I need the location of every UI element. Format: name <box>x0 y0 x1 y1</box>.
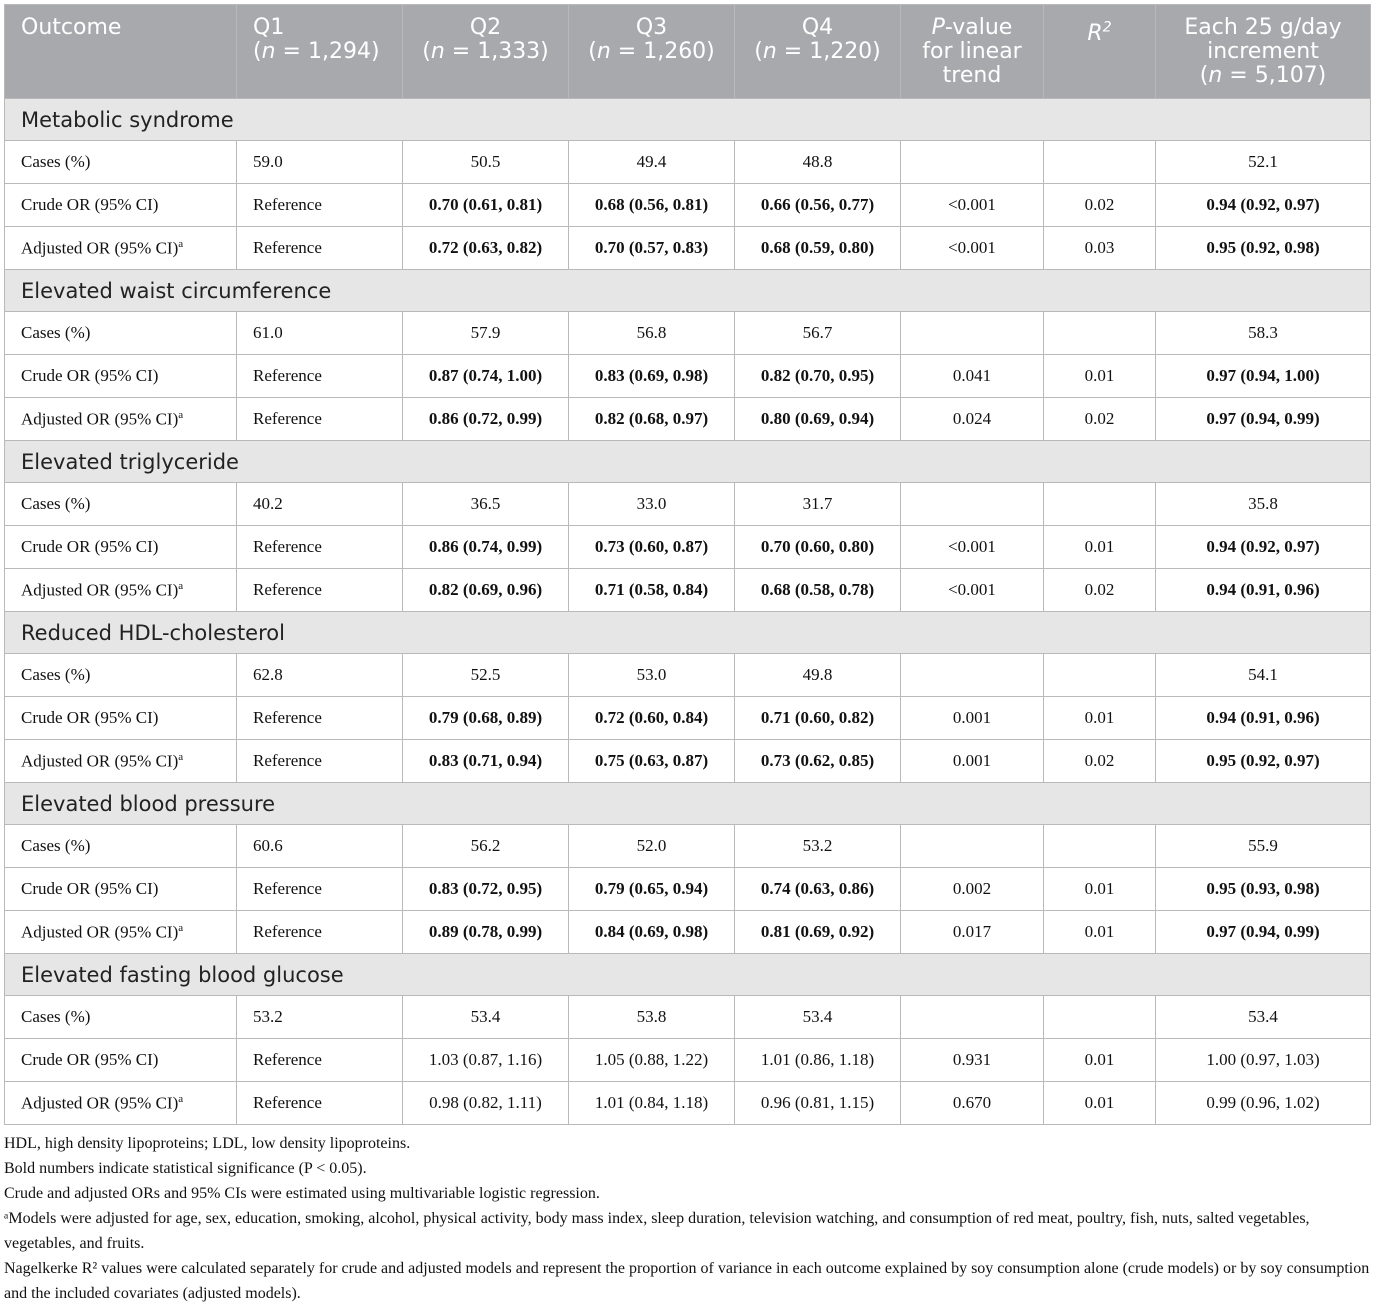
row-label-text: Crude OR (95% CI) <box>21 195 159 214</box>
header-q2-label: Q2 <box>469 15 502 40</box>
row-label <box>5 1082 237 1125</box>
cases-cell <box>1044 996 1156 1039</box>
footnote-method: Crude and adjusted ORs and 95% CIs were estimated using multivariable logistic regression. <box>4 1185 600 1202</box>
footnote-abbrev: HDL, high density lipoproteins; LDL, low density lipoproteins. <box>4 1135 411 1152</box>
cases-cell: 53.2 <box>735 825 901 868</box>
reference-cell: Reference <box>237 227 403 270</box>
or-cell: 0.71 (0.60, 0.82) <box>735 697 901 740</box>
row-label-text: Adjusted OR (95% CI) <box>21 409 179 429</box>
cases-cell: 33.0 <box>569 483 735 526</box>
cases-cell: 50.5 <box>403 141 569 184</box>
r2-cell: 0.01 <box>1044 526 1156 569</box>
footnote-marker: a <box>178 750 184 763</box>
adjusted-or-row <box>5 398 1371 441</box>
cases-cell <box>1044 312 1156 355</box>
p-value-cell: <0.001 <box>901 569 1044 612</box>
or-cell: 0.83 (0.72, 0.95) <box>403 868 569 911</box>
cases-cell <box>1044 654 1156 697</box>
cases-cell: 52.1 <box>1156 141 1371 184</box>
or-cell: 1.03 (0.87, 1.16) <box>403 1039 569 1082</box>
cases-cell <box>1044 825 1156 868</box>
footnote-bold: Bold numbers indicate statistical significance (P < 0.05). <box>4 1160 367 1177</box>
or-cell: 0.68 (0.58, 0.78) <box>735 569 901 612</box>
or-cell: 0.98 (0.82, 1.11) <box>403 1082 569 1125</box>
header-p-value <box>901 5 1044 99</box>
or-cell: 0.86 (0.72, 0.99) <box>403 398 569 441</box>
results-table-container <box>4 4 1370 1306</box>
footnote-marker: a <box>178 579 184 592</box>
cases-cell: 52.5 <box>403 654 569 697</box>
section-title: Elevated blood pressure <box>5 783 1371 825</box>
r2-cell: 0.02 <box>1044 184 1156 227</box>
or-cell: 0.89 (0.78, 0.99) <box>403 911 569 954</box>
cases-cell <box>901 996 1044 1039</box>
r2-cell: 0.01 <box>1044 355 1156 398</box>
or-cell: 0.75 (0.63, 0.87) <box>569 740 735 783</box>
or-cell: 0.70 (0.60, 0.80) <box>735 526 901 569</box>
cases-cell: 53.0 <box>569 654 735 697</box>
cases-cell: 56.7 <box>735 312 901 355</box>
reference-cell: Reference <box>237 697 403 740</box>
reference-cell: Reference <box>237 398 403 441</box>
row-label-text: Crude OR (95% CI) <box>21 366 159 385</box>
row-label <box>5 398 237 441</box>
cases-cell: 53.4 <box>403 996 569 1039</box>
p-value-cell: 0.670 <box>901 1082 1044 1125</box>
p-value-cell: 0.002 <box>901 868 1044 911</box>
header-q1-n: (n = 1,294) <box>253 39 380 64</box>
cases-cell: 56.2 <box>403 825 569 868</box>
cases-cell: 62.8 <box>237 654 403 697</box>
cases-cell <box>901 483 1044 526</box>
cases-cell <box>901 312 1044 355</box>
header-row <box>5 5 1371 99</box>
row-label: Cases (%) <box>5 483 237 526</box>
cases-row <box>5 483 1371 526</box>
r2-cell: 0.03 <box>1044 227 1156 270</box>
or-cell: 0.97 (0.94, 0.99) <box>1156 398 1371 441</box>
row-label <box>5 911 237 954</box>
r2-cell: 0.02 <box>1044 398 1156 441</box>
or-cell: 0.70 (0.57, 0.83) <box>569 227 735 270</box>
row-label <box>5 868 237 911</box>
or-cell: 0.95 (0.93, 0.98) <box>1156 868 1371 911</box>
r2-cell: 0.02 <box>1044 740 1156 783</box>
or-cell: 1.00 (0.97, 1.03) <box>1156 1039 1371 1082</box>
r2-cell: 0.01 <box>1044 1082 1156 1125</box>
header-r2 <box>1044 5 1156 99</box>
section-title: Elevated waist circumference <box>5 270 1371 312</box>
cases-cell: 56.8 <box>569 312 735 355</box>
or-cell: 0.83 (0.69, 0.98) <box>569 355 735 398</box>
footnote-adjustment: ᵃModels were adjusted for age, sex, education, smoking, alcohol, physical activity, body mass index, sleep duration, television watching, and consumption of red meat, poultry, fish, nuts, salted vegetables, vegetables, and fruits. <box>4 1210 1310 1252</box>
footnote-marker: a <box>178 921 184 934</box>
or-cell: 1.01 (0.86, 1.18) <box>735 1039 901 1082</box>
r2-cell: 0.02 <box>1044 569 1156 612</box>
header-p-line3: trend <box>942 63 1002 88</box>
row-label: Cases (%) <box>5 312 237 355</box>
or-cell: 0.74 (0.63, 0.86) <box>735 868 901 911</box>
cases-cell: 53.4 <box>1156 996 1371 1039</box>
header-inc-line2: increment <box>1207 39 1319 64</box>
cases-row <box>5 312 1371 355</box>
cases-cell: 53.8 <box>569 996 735 1039</box>
crude-or-row <box>5 526 1371 569</box>
row-label-text: Adjusted OR (95% CI) <box>21 580 179 600</box>
cases-row <box>5 654 1371 697</box>
cases-cell: 49.4 <box>569 141 735 184</box>
header-q2 <box>403 5 569 99</box>
section-row <box>5 612 1371 654</box>
row-label-text: Adjusted OR (95% CI) <box>21 1093 179 1113</box>
section-row <box>5 954 1371 996</box>
or-cell: 0.73 (0.60, 0.87) <box>569 526 735 569</box>
crude-or-row <box>5 184 1371 227</box>
reference-cell: Reference <box>237 740 403 783</box>
row-label: Cases (%) <box>5 825 237 868</box>
or-cell: 0.99 (0.96, 1.02) <box>1156 1082 1371 1125</box>
or-cell: 0.82 (0.68, 0.97) <box>569 398 735 441</box>
header-q2-n: (n = 1,333) <box>422 39 549 64</box>
r2-cell: 0.01 <box>1044 868 1156 911</box>
adjusted-or-row <box>5 740 1371 783</box>
crude-or-row <box>5 868 1371 911</box>
header-q1 <box>237 5 403 99</box>
reference-cell: Reference <box>237 911 403 954</box>
table-footnotes <box>4 1131 1370 1306</box>
header-q3-n: (n = 1,260) <box>588 39 715 64</box>
or-cell: 0.72 (0.63, 0.82) <box>403 227 569 270</box>
reference-cell: Reference <box>237 184 403 227</box>
section-row <box>5 441 1371 483</box>
adjusted-or-row <box>5 1082 1371 1125</box>
or-cell: 0.94 (0.91, 0.96) <box>1156 697 1371 740</box>
cases-cell: 53.4 <box>735 996 901 1039</box>
cases-cell: 40.2 <box>237 483 403 526</box>
row-label-text: Adjusted OR (95% CI) <box>21 751 179 771</box>
header-q3-label: Q3 <box>635 15 668 40</box>
or-cell: 0.96 (0.81, 1.15) <box>735 1082 901 1125</box>
crude-or-row <box>5 355 1371 398</box>
p-value-cell: 0.001 <box>901 697 1044 740</box>
header-q1-label: Q1 <box>253 15 285 40</box>
row-label-text: Crude OR (95% CI) <box>21 708 159 727</box>
or-cell: 0.86 (0.74, 0.99) <box>403 526 569 569</box>
or-cell: 0.79 (0.68, 0.89) <box>403 697 569 740</box>
header-inc-line3: (n = 5,107) <box>1199 63 1327 88</box>
or-cell: 0.94 (0.92, 0.97) <box>1156 184 1371 227</box>
p-value-cell: 0.017 <box>901 911 1044 954</box>
row-label <box>5 740 237 783</box>
or-cell: 0.97 (0.94, 1.00) <box>1156 355 1371 398</box>
or-cell: 0.83 (0.71, 0.94) <box>403 740 569 783</box>
header-p-line2: for linear <box>922 39 1022 64</box>
r2-cell: 0.01 <box>1044 1039 1156 1082</box>
or-cell: 0.94 (0.91, 0.96) <box>1156 569 1371 612</box>
p-value-cell: <0.001 <box>901 227 1044 270</box>
cases-cell <box>1044 483 1156 526</box>
header-q4 <box>735 5 901 99</box>
cases-row <box>5 141 1371 184</box>
or-cell: 0.84 (0.69, 0.98) <box>569 911 735 954</box>
header-outcome: Outcome <box>5 5 237 99</box>
or-cell: 0.73 (0.62, 0.85) <box>735 740 901 783</box>
footnote-r2: Nagelkerke R² values were calculated separately for crude and adjusted models and represent the proportion of variance in each outcome explained by soy consumption alone (crude models) or by soy consumption and the included covariates (adjusted models). <box>4 1260 1370 1302</box>
section-title: Reduced HDL-cholesterol <box>5 612 1371 654</box>
cases-cell: 49.8 <box>735 654 901 697</box>
results-table <box>4 4 1371 1125</box>
cases-cell <box>901 654 1044 697</box>
section-row <box>5 270 1371 312</box>
cases-row <box>5 996 1371 1039</box>
section-title: Metabolic syndrome <box>5 99 1371 141</box>
row-label: Cases (%) <box>5 141 237 184</box>
p-value-cell: 0.931 <box>901 1039 1044 1082</box>
cases-cell: 60.6 <box>237 825 403 868</box>
footnote-marker: a <box>178 408 184 421</box>
row-label-text: Crude OR (95% CI) <box>21 1050 159 1069</box>
header-p-line1: P-value <box>931 15 1013 40</box>
cases-cell: 58.3 <box>1156 312 1371 355</box>
reference-cell: Reference <box>237 868 403 911</box>
reference-cell: Reference <box>237 526 403 569</box>
or-cell: 0.82 (0.69, 0.96) <box>403 569 569 612</box>
p-value-cell: <0.001 <box>901 526 1044 569</box>
row-label-text: Crude OR (95% CI) <box>21 537 159 556</box>
row-label <box>5 569 237 612</box>
p-value-cell: 0.041 <box>901 355 1044 398</box>
cases-cell: 55.9 <box>1156 825 1371 868</box>
header-q4-label: Q4 <box>801 15 834 40</box>
or-cell: 0.66 (0.56, 0.77) <box>735 184 901 227</box>
cases-row <box>5 825 1371 868</box>
section-title: Elevated fasting blood glucose <box>5 954 1371 996</box>
adjusted-or-row <box>5 569 1371 612</box>
reference-cell: Reference <box>237 355 403 398</box>
cases-cell: 36.5 <box>403 483 569 526</box>
cases-cell: 61.0 <box>237 312 403 355</box>
p-value-cell: 0.001 <box>901 740 1044 783</box>
crude-or-row <box>5 697 1371 740</box>
row-label-text: Adjusted OR (95% CI) <box>21 922 179 942</box>
adjusted-or-row <box>5 911 1371 954</box>
r2-cell: 0.01 <box>1044 697 1156 740</box>
or-cell: 0.80 (0.69, 0.94) <box>735 398 901 441</box>
reference-cell: Reference <box>237 569 403 612</box>
cases-cell: 59.0 <box>237 141 403 184</box>
or-cell: 0.94 (0.92, 0.97) <box>1156 526 1371 569</box>
row-label-text: Crude OR (95% CI) <box>21 879 159 898</box>
cases-cell: 54.1 <box>1156 654 1371 697</box>
cases-cell: 48.8 <box>735 141 901 184</box>
row-label: Cases (%) <box>5 996 237 1039</box>
header-q4-n: (n = 1,220) <box>754 39 881 64</box>
cases-cell: 35.8 <box>1156 483 1371 526</box>
or-cell: 0.82 (0.70, 0.95) <box>735 355 901 398</box>
cases-cell: 53.2 <box>237 996 403 1039</box>
section-title: Elevated triglyceride <box>5 441 1371 483</box>
section-row <box>5 99 1371 141</box>
or-cell: 0.68 (0.59, 0.80) <box>735 227 901 270</box>
or-cell: 0.97 (0.94, 0.99) <box>1156 911 1371 954</box>
or-cell: 0.79 (0.65, 0.94) <box>569 868 735 911</box>
row-label <box>5 697 237 740</box>
p-value-cell: <0.001 <box>901 184 1044 227</box>
or-cell: 0.87 (0.74, 1.00) <box>403 355 569 398</box>
crude-or-row <box>5 1039 1371 1082</box>
or-cell: 0.95 (0.92, 0.97) <box>1156 740 1371 783</box>
row-label <box>5 526 237 569</box>
cases-cell: 57.9 <box>403 312 569 355</box>
row-label <box>5 184 237 227</box>
or-cell: 1.01 (0.84, 1.18) <box>569 1082 735 1125</box>
row-label <box>5 355 237 398</box>
row-label <box>5 1039 237 1082</box>
footnote-marker: a <box>178 1092 184 1105</box>
cases-cell: 52.0 <box>569 825 735 868</box>
row-label: Cases (%) <box>5 654 237 697</box>
row-label <box>5 227 237 270</box>
reference-cell: Reference <box>237 1082 403 1125</box>
reference-cell: Reference <box>237 1039 403 1082</box>
adjusted-or-row <box>5 227 1371 270</box>
cases-cell <box>901 141 1044 184</box>
cases-cell: 31.7 <box>735 483 901 526</box>
p-value-cell: 0.024 <box>901 398 1044 441</box>
header-inc-line1: Each 25 g/day <box>1184 15 1342 40</box>
cases-cell <box>901 825 1044 868</box>
or-cell: 0.68 (0.56, 0.81) <box>569 184 735 227</box>
or-cell: 0.70 (0.61, 0.81) <box>403 184 569 227</box>
section-row <box>5 783 1371 825</box>
r2-cell: 0.01 <box>1044 911 1156 954</box>
or-cell: 1.05 (0.88, 1.22) <box>569 1039 735 1082</box>
cases-cell <box>1044 141 1156 184</box>
row-label-text: Adjusted OR (95% CI) <box>21 238 179 258</box>
or-cell: 0.95 (0.92, 0.98) <box>1156 227 1371 270</box>
footnote-marker: a <box>178 237 184 250</box>
header-increment <box>1156 5 1371 99</box>
or-cell: 0.71 (0.58, 0.84) <box>569 569 735 612</box>
or-cell: 0.81 (0.69, 0.92) <box>735 911 901 954</box>
header-q3 <box>569 5 735 99</box>
table-body <box>5 99 1371 1125</box>
or-cell: 0.72 (0.60, 0.84) <box>569 697 735 740</box>
header-r2-label: $R^2$ <box>1087 20 1112 47</box>
